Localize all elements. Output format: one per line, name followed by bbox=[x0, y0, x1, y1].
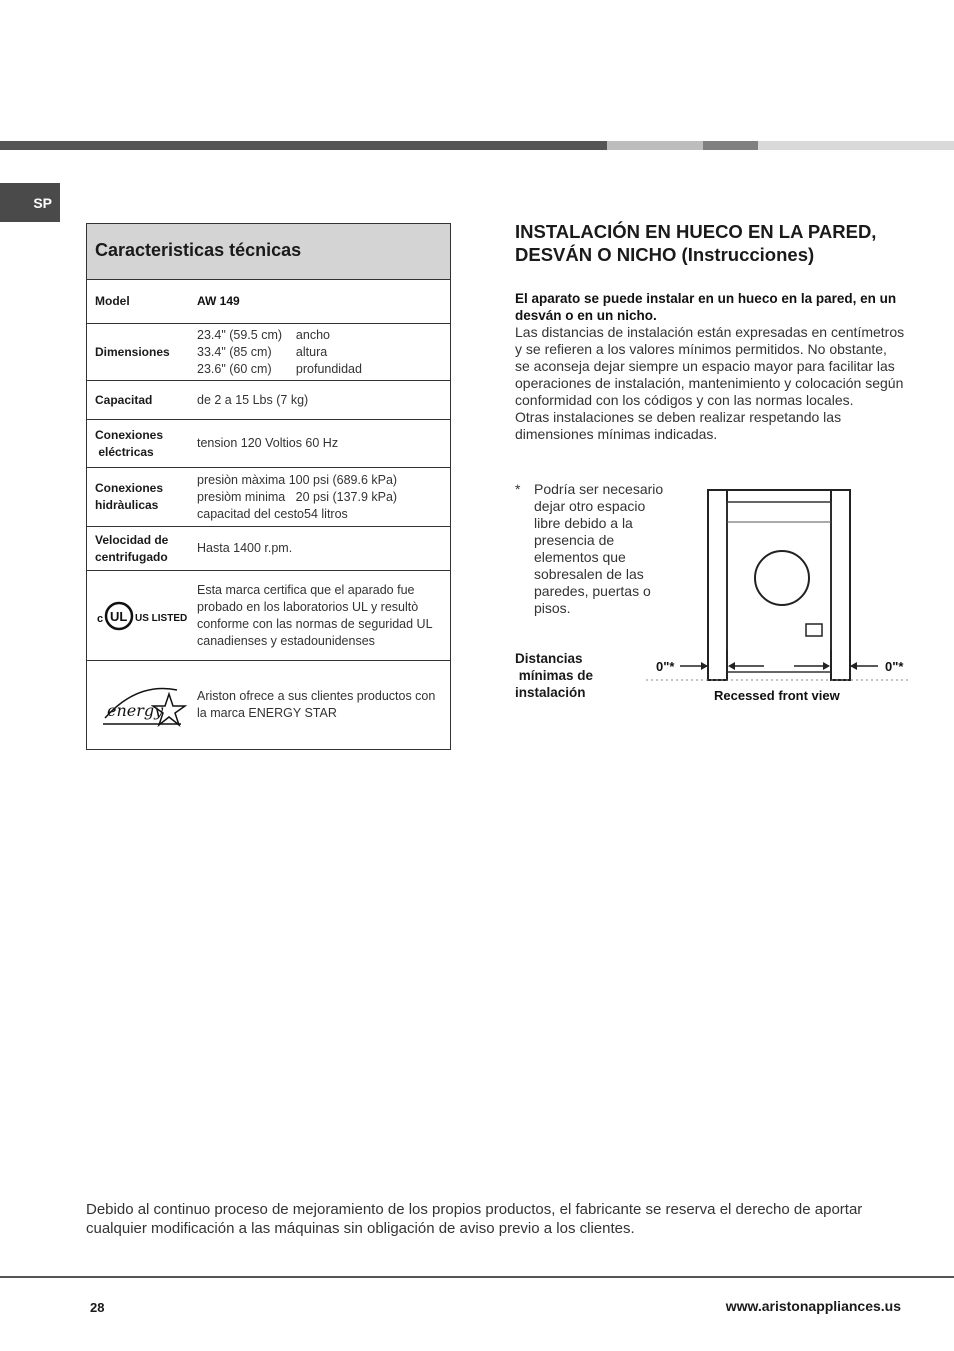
hydraulic-min: presiòm minima 20 psi (137.9 kPa) bbox=[197, 489, 398, 504]
spec-row-energy bbox=[87, 661, 450, 749]
electrical-value: tension 120 Voltios 60 Hz bbox=[197, 436, 339, 450]
washer-outline bbox=[727, 502, 831, 672]
header-color-bar bbox=[0, 141, 954, 150]
spec-table bbox=[86, 223, 451, 750]
energy-value: Ariston ofrece a sus clientes productos con la marca ENERGY STAR bbox=[197, 689, 436, 720]
energy-star-icon bbox=[97, 680, 187, 730]
spec-row-model bbox=[87, 280, 450, 324]
electrical-label-line2: eléctricas bbox=[95, 444, 154, 459]
washer-door bbox=[755, 551, 809, 605]
ul-logo-c: c bbox=[97, 612, 104, 625]
diagram-left-clearance: 0"* bbox=[656, 659, 675, 674]
capacity-value: de 2 a 15 Lbs (7 kg) bbox=[197, 392, 309, 407]
footer-disclaimer: Debido al continuo proceso de mejoramiento de los propios productos, el fabricante se reserva el derecho de aportar cualquier modificación a las máquinas sin obligación de aviso previo a los clientes. bbox=[86, 1201, 863, 1237]
header-bar-dark bbox=[0, 141, 607, 150]
spin-label bbox=[87, 532, 197, 566]
min-distances-line1: Distancias bbox=[515, 651, 583, 666]
diagram-right-clearance: 0"* bbox=[885, 659, 904, 674]
recessed-front-view-diagram bbox=[646, 480, 910, 710]
energy-logo-text: energy bbox=[107, 701, 164, 720]
hydraulic-label-line1: Conexiones bbox=[95, 481, 164, 495]
model-label: Model bbox=[95, 294, 130, 308]
dimensions-height: 33.4" (85 cm) altura bbox=[197, 344, 328, 359]
footer-url: www.aristonappliances.us bbox=[725, 1298, 901, 1314]
capacity-label: Capacitad bbox=[95, 392, 153, 407]
diagram-caption: Recessed front view bbox=[714, 688, 840, 703]
right-wall bbox=[831, 490, 850, 680]
hydraulic-label-line2: hidràulicas bbox=[95, 498, 159, 512]
ul-logo-icon bbox=[95, 598, 189, 634]
language-tab-label: SP bbox=[33, 194, 52, 211]
install-text bbox=[515, 290, 905, 443]
spin-label-line1: Velocidad de bbox=[95, 532, 169, 547]
min-distances-label bbox=[515, 650, 593, 701]
spec-row-spin bbox=[87, 527, 450, 571]
language-tab bbox=[0, 183, 60, 222]
model-value: AW 149 bbox=[197, 294, 240, 308]
spec-row-dimensions bbox=[87, 324, 450, 381]
ul-logo-ul: UL bbox=[110, 608, 128, 624]
hydraulic-label bbox=[87, 480, 197, 514]
hydraulic-max: presiòn màxima 100 psi (689.6 kPa) bbox=[197, 472, 398, 487]
install-body: Las distancias de instalación están expresadas en centímetros y se refieren a los valores mínimos permitidos. No obstante, se aconseja dejar siempre un espacio mayor para facilitar las operaciones de instalación, mantenimiento y colocación según conformidad con los códigos y con las normas locales. bbox=[515, 324, 905, 408]
ul-listed-logo bbox=[87, 598, 197, 634]
install-heading-line1: INSTALACIÓN EN HUECO EN LA PARED, bbox=[515, 221, 877, 242]
install-heading-main: DESVÁN O NICHO bbox=[515, 244, 677, 265]
dimensions-value bbox=[197, 327, 450, 378]
install-body2: Otras instalaciones se deben realizar respetando las dimensiones mínimas indicadas. bbox=[515, 409, 842, 442]
washer-filter-door bbox=[806, 624, 822, 636]
dimensions-label: Dimensiones bbox=[95, 344, 170, 359]
spec-row-hydraulic bbox=[87, 468, 450, 527]
dimensions-depth: 23.6" (60 cm) profundidad bbox=[197, 361, 362, 376]
min-distances-line2: mínimas de bbox=[515, 668, 594, 683]
spin-label-line2: centrifugado bbox=[95, 549, 168, 564]
spec-row-ul bbox=[87, 571, 450, 661]
ul-value: Esta marca certifica que el aparado fue probado en los laboratorios UL y resultò conforme con las normas de seguridad UL canadienses y estadounidenses bbox=[197, 582, 433, 648]
energy-star-logo bbox=[87, 680, 197, 730]
dimensions-width: 23.4" (59.5 cm) ancho bbox=[197, 327, 330, 342]
left-wall bbox=[708, 490, 727, 680]
footer-divider bbox=[0, 1276, 954, 1278]
spin-value: Hasta 1400 r.pm. bbox=[197, 541, 293, 555]
header-bar-pale bbox=[758, 141, 954, 150]
install-intro: El aparato se puede instalar en un hueco en la pared, en un desván o en un nicho. bbox=[515, 291, 897, 323]
hydraulic-value bbox=[197, 472, 450, 523]
note-asterisk: * bbox=[515, 481, 521, 497]
spec-table-title: Caracteristicas técnicas bbox=[87, 224, 450, 280]
hydraulic-drum: capacitad del cesto54 litros bbox=[197, 506, 348, 521]
note-text: Podría ser necesario dejar otro espacio libre debido a la presencia de elementos que sobresalen de las paredes, puertas o pisos. bbox=[534, 481, 664, 616]
page-number: 28 bbox=[90, 1300, 105, 1315]
header-bar-light bbox=[607, 141, 703, 150]
spec-row-capacity bbox=[87, 381, 450, 420]
install-heading bbox=[515, 220, 905, 266]
electrical-label bbox=[87, 427, 197, 461]
install-heading-sub: (Instrucciones) bbox=[676, 244, 815, 265]
min-distances-line3: instalación bbox=[515, 685, 586, 700]
ul-logo-us-listed: US LISTED bbox=[135, 612, 188, 624]
electrical-label-line1: Conexiones bbox=[95, 427, 164, 442]
spec-row-electrical bbox=[87, 420, 450, 468]
header-bar-mid bbox=[703, 141, 758, 150]
install-heading-line2 bbox=[515, 243, 905, 266]
